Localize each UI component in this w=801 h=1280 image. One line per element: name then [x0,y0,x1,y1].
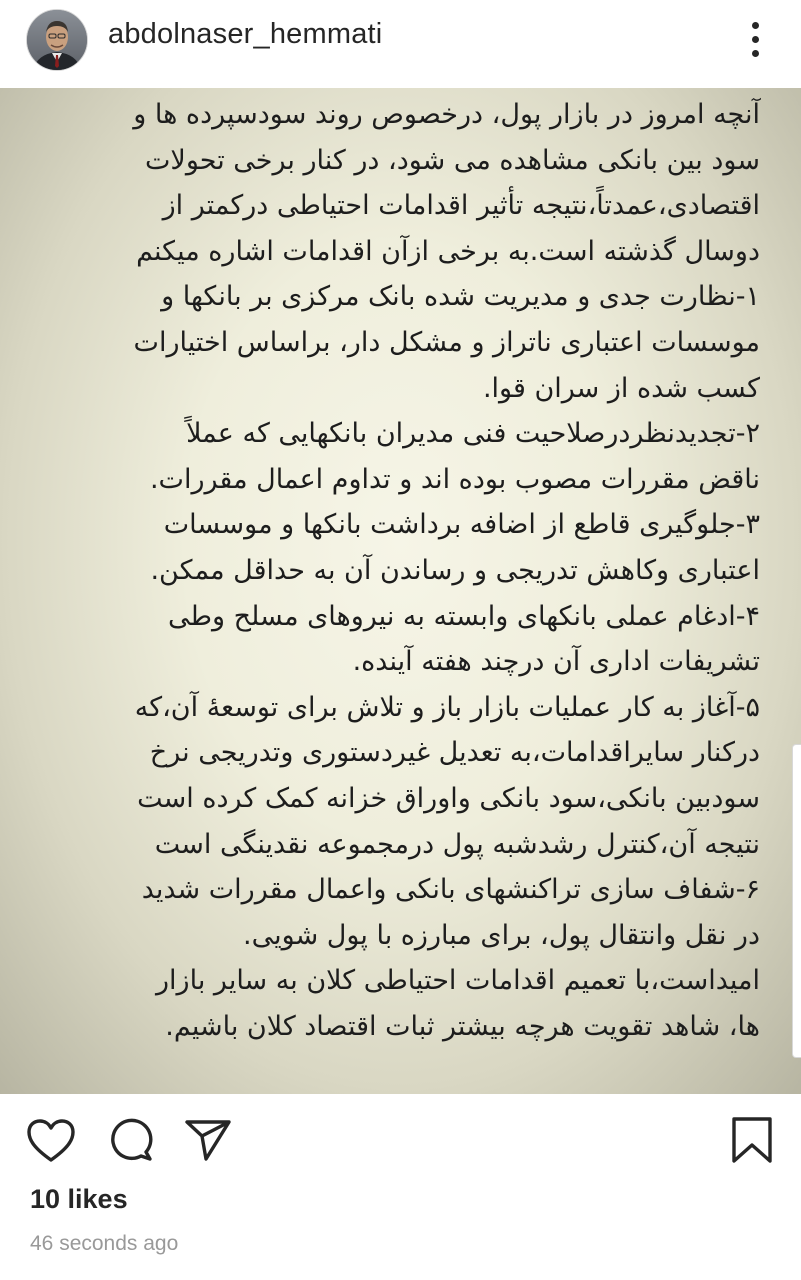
bookmark-icon[interactable] [730,1116,774,1164]
post-image-text [40,92,760,1049]
text-line: درکنار سایراقدامات،به تعدیل غیردستوری وتدریجی نرخ [149,737,760,769]
text-line: موسسات اعتباری ناتراز و مشکل دار، براساس اختیارات [133,326,760,358]
text-line: ۱-نظارت جدی و مدیریت شده بانک مرکزی بر بانکها و [161,281,760,313]
text-line: اقتصادی،عمدتاً،نتیجه تأثیر اقدامات احتیاطی درکمتر از [162,190,760,222]
text-line: ۴-ادغام عملی بانکهای وابسته به نیروهای مسلح وطی [168,600,760,632]
text-line: دوسال گذشته است.به برخی ازآن اقدامات اشاره میکنم [136,235,760,267]
text-line: تشریفات اداری آن درچند هفته آینده. [352,646,760,678]
text-line: ۵-آغاز به کار عملیات بازار باز و تلاش برای توسعۀ آن،که [134,691,760,723]
text-line: اعتباری وکاهش تدریجی و رساندن آن به حداقل ممکن. [150,554,760,586]
text-line: ۳-جلوگیری قاطع از اضافه برداشت بانکها و موسسات [163,509,760,541]
post-image[interactable] [0,88,801,1094]
likes-count[interactable]: 10 likes [30,1184,128,1214]
text-line: ها، شاهد تقویت هرچه بیشتر ثبات اقتصاد کلان باشیم. [165,1010,760,1042]
text-line: امیداست،با تعمیم اقدامات احتیاطی کلان به سایر بازار [156,965,760,997]
more-options-icon[interactable] [740,16,772,62]
text-line: ۲-تجدیدنظردرصلاحیت فنی مدیران بانکهایی که عملاً [186,418,760,450]
send-icon[interactable] [184,1118,232,1162]
text-line: ۶-شفاف سازی تراکنشهای بانکی واعمال مقررات شدید [141,874,760,906]
text-line: کسب شده از سران قوا. [482,372,760,404]
avatar[interactable] [26,9,88,71]
text-line: آنچه امروز در بازار پول، درخصوص روند سودسپرده ها و [133,99,760,130]
text-line: در نقل وانتقال پول، برای مبارزه با پول شویی. [243,919,760,951]
text-line: سود بین بانکی مشاهده می شود، در کنار برخی تحولات [145,144,760,176]
post-timestamp: 46 seconds ago [30,1232,179,1255]
text-line: سودبین بانکی،سود بانکی واوراق خزانه کمک کرده است [137,782,760,814]
comment-icon[interactable] [106,1116,154,1164]
scroll-indicator[interactable] [792,744,801,1058]
action-bar [0,1094,801,1184]
username[interactable]: abdolnaser_hemmati [108,18,383,50]
post-header [0,0,801,88]
text-line: ناقض مقررات مصوب بوده اند و تداوم اعمال مقررات. [149,463,760,495]
profile-photo-icon [27,10,87,70]
heart-icon[interactable] [26,1118,76,1164]
text-line: نتیجه آن،کنترل رشدشبه پول درمجموعه نقدینگی است [154,828,760,860]
